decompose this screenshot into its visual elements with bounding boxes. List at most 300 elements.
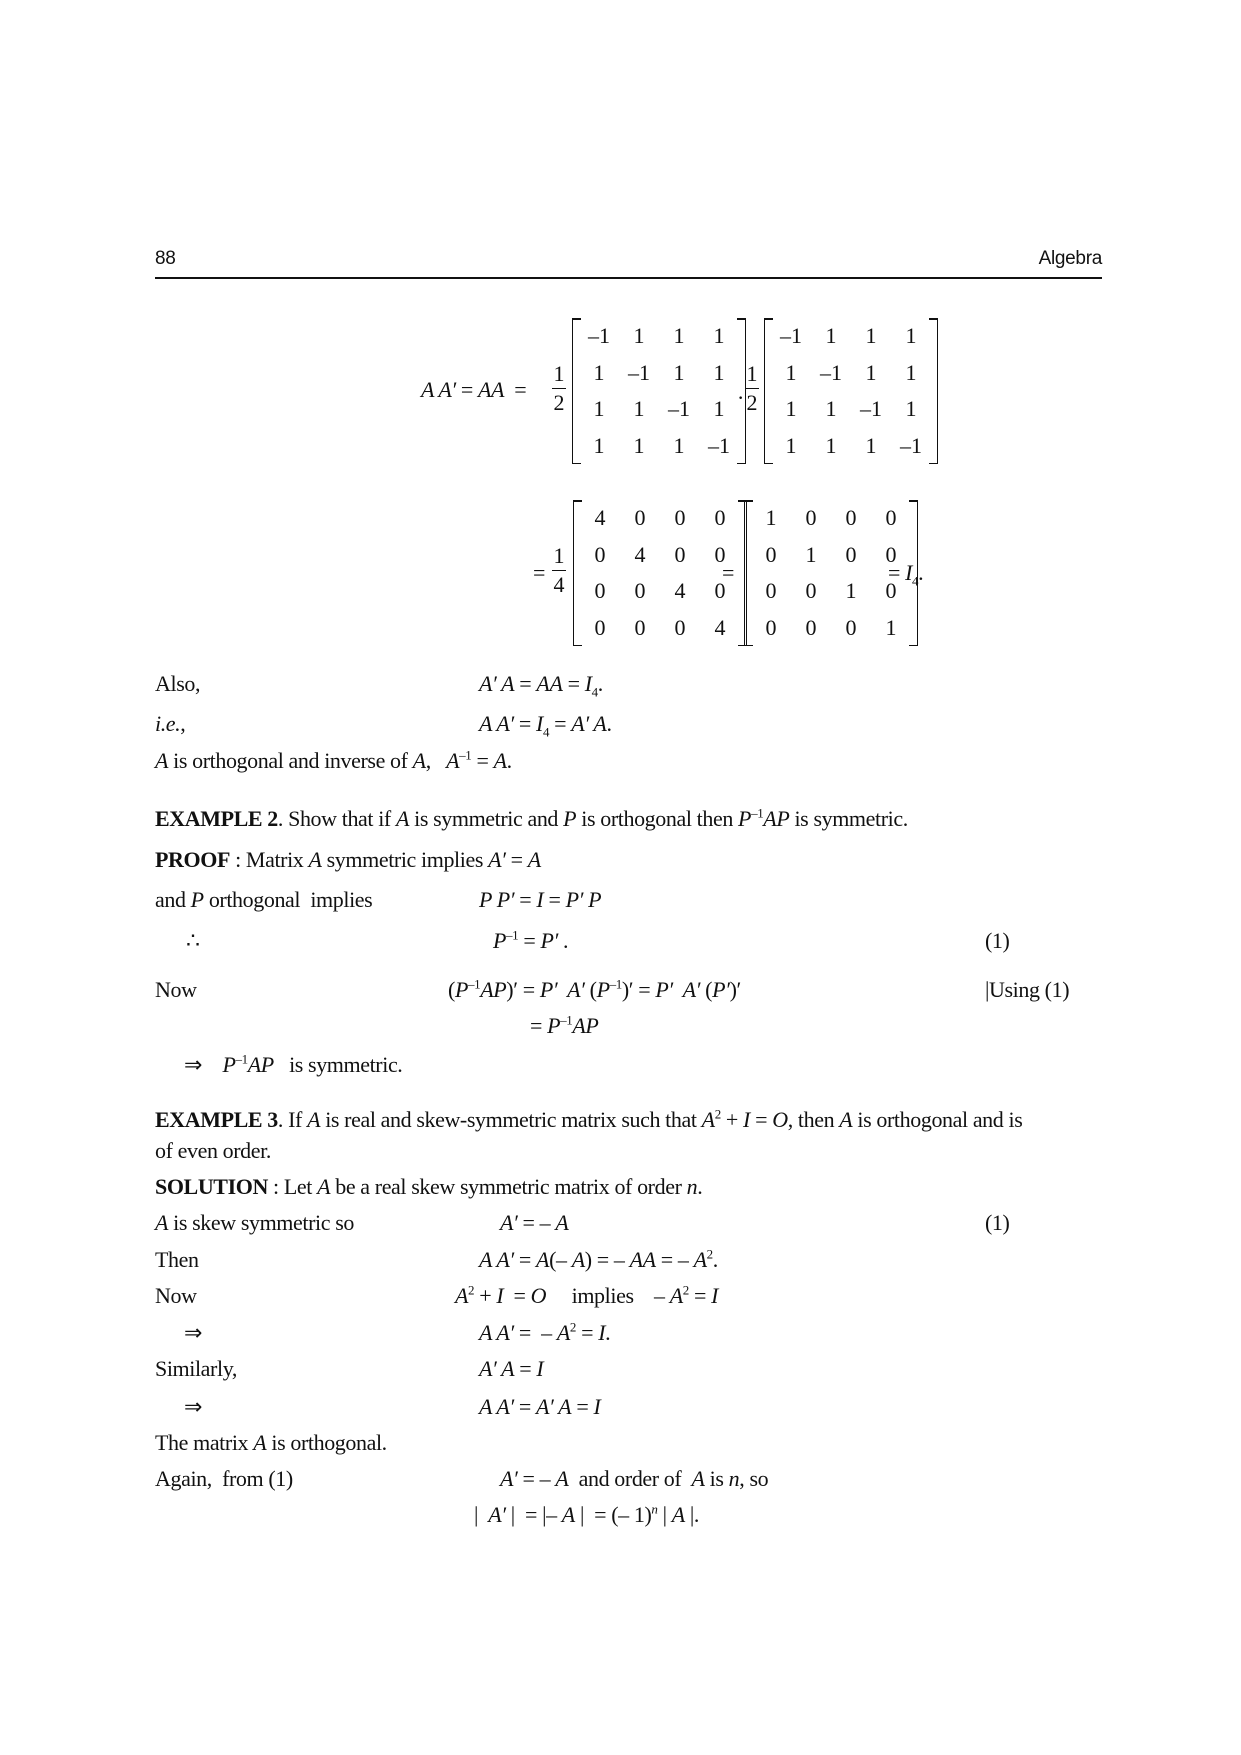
text-run: . If [277, 1107, 308, 1132]
text-run: | = (– 1) [574, 1502, 652, 1527]
bracket-cap [929, 318, 937, 320]
math-symbol: O [772, 1107, 788, 1132]
math-symbol: A [155, 748, 169, 773]
matrix-cell: –1 [820, 359, 842, 385]
bold-heading: PROOF [155, 847, 230, 872]
matrix-cell: 0 [885, 578, 897, 604]
matrix-cell: 1 [633, 323, 645, 349]
math-symbol: P [547, 1013, 561, 1038]
matrix-cell: 1 [673, 323, 685, 349]
matrix-cell: 4 [634, 541, 646, 567]
text-run: )′ = [621, 977, 656, 1002]
matrix-cell: 1 [785, 432, 797, 458]
therefore-math [493, 928, 568, 954]
matrix-cell: 1 [805, 541, 817, 567]
now-label [155, 977, 197, 1003]
math-symbol: A [155, 1210, 169, 1235]
text-run: . [557, 928, 569, 953]
text-run: = – [655, 1247, 694, 1272]
text-run: = – [517, 1210, 556, 1235]
proof-line [155, 847, 541, 873]
matrix-cell: 1 [593, 359, 605, 385]
eq2-rhs [888, 560, 924, 589]
math-symbol: A [691, 1466, 705, 1491]
text-run: = [749, 1107, 773, 1132]
bracket-cap [909, 500, 917, 502]
math-symbol: I [743, 1107, 750, 1132]
subscript: 4 [912, 573, 919, 589]
math-symbol: A A′ [479, 711, 514, 736]
text-run: = [518, 928, 541, 953]
example-2-statement [155, 806, 908, 832]
text-run: = [513, 1247, 537, 1272]
math-symbol: A A′ [479, 1320, 514, 1345]
text-run: is orthogonal and is [852, 1107, 1023, 1132]
then-label [155, 1247, 199, 1273]
math-symbol: AP [763, 806, 790, 831]
math-symbol: A [308, 847, 322, 872]
ie-label [155, 711, 185, 737]
text-run: Similarly, [155, 1356, 237, 1381]
text-run: . [697, 1174, 703, 1199]
bold-heading: EXAMPLE 2 [155, 806, 278, 831]
skew-label [155, 1210, 354, 1236]
text-run: | [474, 1502, 489, 1527]
matrix-cell: 1 [885, 614, 897, 640]
text-run: |. [684, 1502, 700, 1527]
text-run: | = |– [505, 1502, 562, 1527]
matrix-cell: 0 [805, 505, 817, 531]
text-run: )′ = [506, 977, 540, 1002]
text-run: be a real skew symmetric matrix of order [330, 1174, 687, 1199]
math-symbol: P [190, 887, 204, 912]
superscript: –1 [751, 805, 764, 821]
math-symbol: P′ [712, 977, 730, 1002]
math-symbol: n [651, 1501, 658, 1517]
text-run: ( [700, 977, 713, 1002]
text-run: . Show that if [277, 806, 396, 831]
text-run: Again, from (1) [155, 1466, 293, 1491]
math-symbol: I [598, 1320, 606, 1345]
matrix-cell: 1 [785, 396, 797, 422]
implies-label-2 [184, 1394, 202, 1420]
fraction-bar [745, 388, 759, 389]
text-run: = [688, 1283, 712, 1308]
bracket-cap [929, 463, 937, 465]
math-symbol: A [556, 1320, 570, 1345]
matrix-cell: 0 [594, 614, 606, 640]
matrix-cell: 4 [674, 578, 686, 604]
math-symbol: AP [247, 1052, 274, 1077]
math-symbol: n [686, 1174, 698, 1199]
again-math [500, 1466, 768, 1492]
math-symbol: I [536, 1356, 544, 1381]
text-run: . [918, 560, 924, 585]
math-symbol: AP [572, 1013, 599, 1038]
matrix-cell: 1 [713, 323, 725, 349]
text-run: = [504, 377, 527, 402]
text-run: , so [739, 1466, 769, 1491]
matrix-cell: 0 [765, 541, 777, 567]
math-symbol: A A′ [479, 1247, 514, 1272]
math-symbol: I [536, 711, 543, 736]
also-math [479, 671, 603, 700]
matrix-cell: 1 [905, 323, 917, 349]
matrix-A-2 [764, 318, 938, 464]
bracket-cap [737, 463, 745, 465]
bracket-cap [909, 645, 917, 647]
matrix-cell: –1 [900, 432, 922, 458]
text-run: = [514, 671, 537, 696]
math-symbol: I [584, 671, 592, 696]
text-run: = [549, 711, 572, 736]
dot-operator: · [737, 385, 744, 410]
and-p-label [155, 887, 372, 913]
text-run: implies – [546, 1283, 670, 1308]
math-symbol: A [693, 1247, 707, 1272]
matrix-cell: 0 [885, 505, 897, 531]
matrix-A-1 [572, 318, 746, 464]
math-symbol: A′ A [571, 711, 607, 736]
matrix-cell: 0 [765, 578, 777, 604]
matrix-cell: 0 [845, 614, 857, 640]
text-run: = [543, 887, 566, 912]
example-3-statement-cont [155, 1138, 271, 1164]
math-symbol: A [446, 748, 460, 773]
fraction-bar [552, 388, 566, 389]
math-symbol: n [728, 1466, 740, 1491]
superscript: –1 [459, 747, 472, 763]
text-run: = [575, 1320, 599, 1345]
matrix-cell: 1 [825, 396, 837, 422]
text-run: Also, [155, 671, 201, 696]
text-run: is symmetric. [789, 806, 908, 831]
bracket-cap [737, 318, 745, 320]
conclusion [155, 748, 512, 774]
text-run: = – [513, 1320, 557, 1345]
also-label [155, 671, 200, 697]
math-symbol: P′ A′ [655, 977, 701, 1002]
text-run: , [425, 748, 447, 773]
text-run: : Let [267, 1174, 318, 1199]
denominator: 4 [553, 572, 565, 598]
numerator: 1 [553, 361, 565, 386]
math-symbol: O [530, 1283, 547, 1308]
text-run: is symmetric. [273, 1052, 403, 1077]
now3-math [455, 1283, 718, 1309]
math-symbol: A [669, 1283, 683, 1308]
matrix-cell: 1 [713, 359, 725, 385]
math-symbol: P [563, 806, 577, 831]
matrix-cell: –1 [860, 396, 882, 422]
matrix-cell: 1 [593, 432, 605, 458]
eq1-lhs [421, 377, 526, 403]
matrix-cell: 0 [845, 541, 857, 567]
orthogonal-conclusion [155, 1430, 387, 1456]
text-run: ( [584, 977, 597, 1002]
math-symbol: P [738, 806, 752, 831]
matrix-cell: 0 [674, 541, 686, 567]
text-run: The matrix [155, 1430, 254, 1455]
text-run: orthogonal implies [203, 887, 373, 912]
matrix-cell: –1 [668, 396, 690, 422]
text-run: = [530, 1013, 548, 1038]
now3-label [155, 1283, 197, 1309]
text-run: = [722, 560, 735, 585]
text-run: . [597, 671, 603, 696]
matrix-cell: 1 [713, 396, 725, 422]
math-symbol: A′ [488, 1502, 506, 1527]
text-run: and [155, 887, 191, 912]
text-run: Now [155, 1283, 197, 1308]
text-run: + [474, 1283, 497, 1308]
text-run: + [720, 1107, 744, 1132]
similarly-math [479, 1356, 543, 1382]
text-run: is skew symmetric so [168, 1210, 354, 1235]
math-symbol: i.e. [155, 711, 181, 736]
matrix-cell: 1 [765, 505, 777, 531]
math-symbol: AP [480, 977, 507, 1002]
matrix-cell: 1 [785, 359, 797, 385]
superscript: –1 [560, 1012, 573, 1028]
eq1-fraction-2 [745, 362, 759, 415]
text-run: , [180, 711, 186, 736]
text-run: ) = – [584, 1247, 630, 1272]
matrix-cell: 0 [805, 578, 817, 604]
equation-number: (1) [985, 928, 1010, 953]
superscript: 2 [682, 1282, 689, 1298]
text-run: , then [787, 1107, 840, 1132]
superscript: 2 [468, 1282, 475, 1298]
math-symbol: A′ [500, 1466, 518, 1491]
matrix-cell: –1 [780, 323, 802, 349]
matrix-cell: 1 [825, 432, 837, 458]
math-symbol: A′ A [479, 1356, 515, 1381]
text-run: of even order. [155, 1138, 271, 1163]
math-symbol: P [454, 977, 468, 1002]
example-3-statement [155, 1107, 1022, 1133]
subscript: 4 [591, 684, 598, 700]
math-symbol: A [455, 1283, 469, 1308]
similarly-label [155, 1356, 237, 1382]
text-run: ⇒ [184, 1052, 223, 1077]
math-symbol: P [596, 977, 610, 1002]
math-symbol: AA [629, 1247, 656, 1272]
text-run: = [513, 711, 537, 736]
matrix-cell: 0 [594, 578, 606, 604]
matrix-cell: 1 [905, 359, 917, 385]
math-symbol: A [561, 1502, 575, 1527]
again-label [155, 1466, 293, 1492]
math-symbol: P [222, 1052, 236, 1077]
matrix-cell: 1 [673, 359, 685, 385]
math-symbol: A′ [488, 847, 506, 872]
matrix-cell: 1 [633, 396, 645, 422]
math-symbol: A [307, 1107, 321, 1132]
therefore-label [186, 928, 200, 954]
denominator: 2 [746, 390, 758, 416]
running-title: Algebra [1038, 248, 1102, 269]
matrix-cell: –1 [628, 359, 650, 385]
text-run: and order of [568, 1466, 692, 1491]
math-symbol: A [555, 1210, 569, 1235]
text-run: = – [517, 1466, 556, 1491]
subscript: 4 [542, 724, 550, 740]
text-run: = [533, 560, 546, 585]
text-run: . [712, 1247, 718, 1272]
text-run: = [562, 671, 585, 696]
implies-math-2 [479, 1394, 600, 1420]
text-run: = [505, 847, 528, 872]
matrix-cell: 0 [634, 578, 646, 604]
text-run: is orthogonal and inverse of [168, 748, 413, 773]
math-symbol: I [905, 560, 913, 585]
math-symbol: A′ [500, 1210, 518, 1235]
matrix-cell: 1 [865, 359, 877, 385]
math-symbol: A [571, 1247, 585, 1272]
math-symbol: A [701, 1107, 715, 1132]
text-run: | [657, 1502, 672, 1527]
text-run: Then [155, 1247, 199, 1272]
matrix-cell: 1 [633, 432, 645, 458]
matrix-4I [573, 500, 747, 646]
superscript: –1 [506, 927, 519, 943]
math-symbol: A [555, 1466, 569, 1491]
matrix-cell: 0 [805, 614, 817, 640]
eq2-equals [533, 560, 545, 586]
implies-math [479, 1320, 610, 1346]
text-run: = [514, 1356, 537, 1381]
math-symbol: I [711, 1283, 719, 1308]
superscript: 2 [706, 1246, 713, 1262]
page-number: 88 [155, 248, 176, 269]
superscript: –1 [609, 976, 622, 992]
implies-label [184, 1320, 202, 1346]
text-run: is symmetric and [409, 806, 564, 831]
matrix-cell: 0 [765, 614, 777, 640]
math-symbol: A A′ [421, 377, 456, 402]
matrix-cell: 1 [593, 396, 605, 422]
matrix-cell: 0 [634, 614, 646, 640]
math-symbol: A [839, 1107, 853, 1132]
math-symbol: P′ A′ [539, 977, 585, 1002]
math-symbol: I [536, 887, 544, 912]
text-run: symmetric implies [321, 847, 489, 872]
matrix-cell: –1 [708, 432, 730, 458]
text-run: = [571, 1394, 594, 1419]
text-run: = [455, 377, 479, 402]
text-run: is real and skew-symmetric matrix such that [320, 1107, 702, 1132]
math-symbol: A [412, 748, 426, 773]
ie-math [479, 711, 612, 740]
eq2-fraction [552, 544, 566, 597]
text-run: ⇒ [184, 1320, 203, 1345]
text-run: (– [549, 1247, 572, 1272]
math-symbol: P [493, 928, 507, 953]
bold-heading: EXAMPLE 3 [155, 1107, 278, 1132]
math-symbol: A [253, 1430, 267, 1455]
now2-math [530, 1013, 598, 1039]
math-symbol: P P′ [479, 887, 515, 912]
matrix-cell: 1 [673, 432, 685, 458]
math-symbol: A [493, 748, 507, 773]
text-run: . [506, 748, 512, 773]
matrix-cell: 1 [865, 323, 877, 349]
text-run: ⇒ [184, 1394, 203, 1419]
now-math [448, 977, 741, 1003]
and-p-math [479, 887, 601, 913]
matrix-cell: 0 [594, 541, 606, 567]
text-run: ( [448, 977, 455, 1002]
fraction-bar [552, 570, 566, 571]
text-run: . [605, 1320, 611, 1345]
math-symbol: A A′ [479, 1394, 514, 1419]
text-run: = [513, 1394, 537, 1419]
determinant-math [474, 1502, 699, 1528]
matrix-cell: –1 [588, 323, 610, 349]
superscript: 2 [714, 1106, 721, 1122]
superscript: –1 [467, 976, 481, 992]
matrix-cell: 0 [714, 541, 726, 567]
text-run: is orthogonal then [576, 806, 739, 831]
eq1-fraction-1 [552, 362, 566, 415]
matrix-cell: 4 [714, 614, 726, 640]
matrix-cell: 1 [865, 432, 877, 458]
text-run: = [471, 748, 494, 773]
matrix-cell: 0 [714, 505, 726, 531]
implies-symmetric [184, 1052, 402, 1078]
math-symbol: A′ A [536, 1394, 572, 1419]
skew-math [500, 1210, 568, 1236]
math-symbol: A [527, 847, 541, 872]
matrix-cell: 0 [714, 578, 726, 604]
text-run: = [888, 560, 906, 585]
text-run: . [606, 711, 612, 736]
text-run: = [514, 887, 537, 912]
bold-heading: SOLUTION [155, 1174, 268, 1199]
then-math [479, 1247, 718, 1273]
text-run: Now [155, 977, 197, 1002]
using-note: |Using (1) [985, 977, 1070, 1002]
text-run: is [704, 1466, 729, 1491]
text-run: ∴ [186, 928, 200, 953]
matrix-cell: 0 [674, 614, 686, 640]
math-symbol: A [317, 1174, 331, 1199]
matrix-cell: 0 [634, 505, 646, 531]
matrix-cell: 1 [905, 396, 917, 422]
matrix-cell: 4 [594, 505, 606, 531]
math-symbol: A [395, 806, 410, 831]
text-run: = [503, 1283, 531, 1308]
matrix-cell: 0 [885, 541, 897, 567]
matrix-cell: 1 [825, 323, 837, 349]
text-run: )′ [729, 977, 741, 1002]
denominator: 2 [553, 390, 565, 416]
math-symbol: P′ [540, 928, 558, 953]
eq2-equals-mid [722, 560, 734, 586]
math-symbol: A [536, 1247, 550, 1272]
equation-number: (1) [985, 1210, 1010, 1235]
header-rule [155, 277, 1102, 279]
math-symbol: A′ A [479, 671, 515, 696]
math-symbol: I [496, 1283, 504, 1308]
matrix-cell: 0 [674, 505, 686, 531]
superscript: 2 [569, 1319, 576, 1335]
text-run: is orthogonal. [266, 1430, 387, 1455]
solution-line [155, 1174, 702, 1200]
superscript: –1 [235, 1051, 248, 1067]
numerator: 1 [746, 361, 758, 386]
